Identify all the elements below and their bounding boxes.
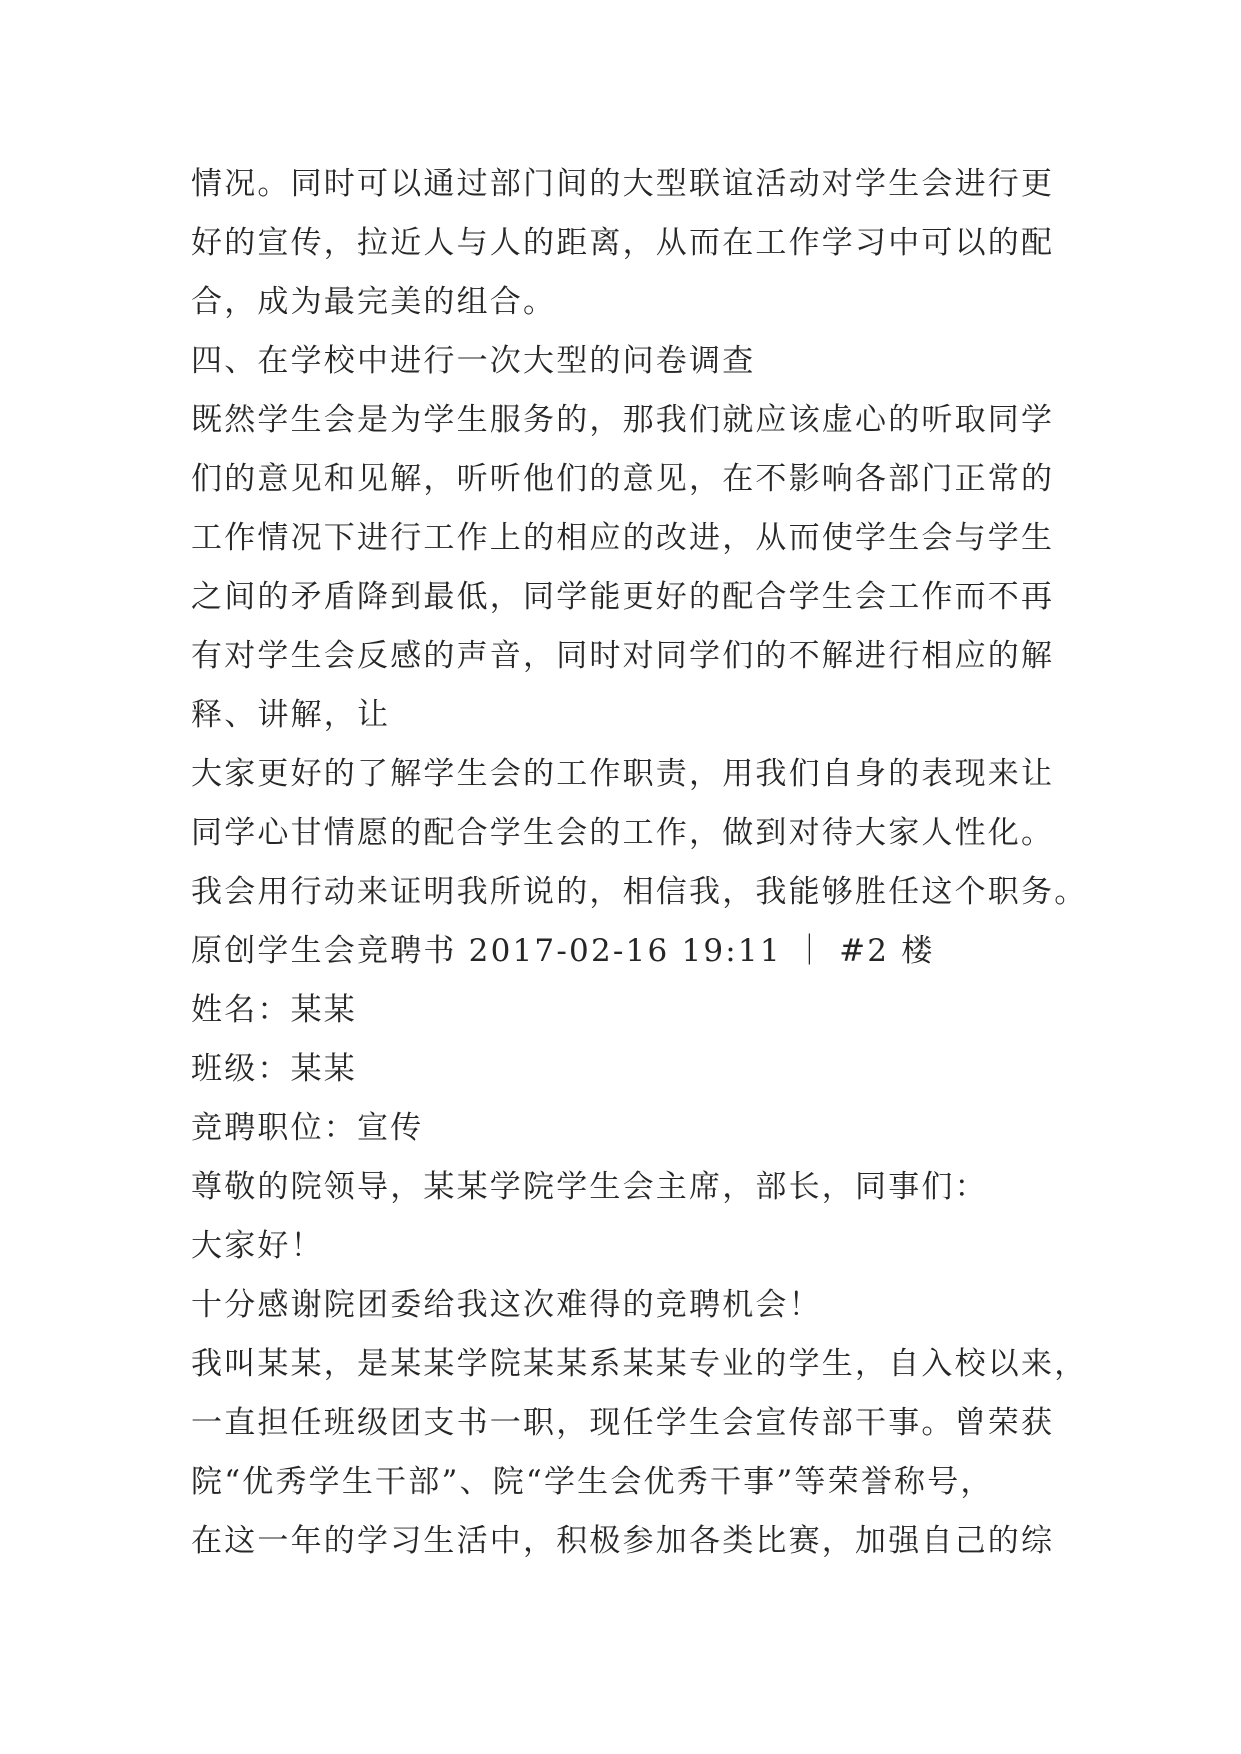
name-line: 姓名：某某	[191, 992, 357, 1028]
text-line: 十分感谢院团委给我这次难得的竞聘机会！	[191, 1287, 822, 1323]
document-body	[191, 155, 1088, 1571]
text-line: 同学心甘情愿的配合学生会的工作，做到对待大家人性化。	[191, 815, 1055, 851]
text-line: 合，成为最完美的组合。	[191, 284, 557, 320]
greeting-line: 大家好！	[191, 1228, 324, 1264]
section-heading: 四、在学校中进行一次大型的问卷调查	[191, 343, 756, 379]
text-line: 大家更好的了解学生会的工作职责，用我们自身的表现来让	[191, 756, 1055, 792]
text-line: 工作情况下进行工作上的相应的改进，从而使学生会与学生	[191, 520, 1055, 556]
post-meta-line: 原创学生会竞聘书 2017-02-16 19:11 ｜ #2 楼	[191, 933, 935, 969]
text-line: 既然学生会是为学生服务的，那我们就应该虚心的听取同学	[191, 402, 1055, 438]
text-line: 一直担任班级团支书一职，现任学生会宣传部干事。曾荣获	[191, 1405, 1055, 1441]
text-line: 院“优秀学生干部”、院“学生会优秀干事”等荣誉称号，	[191, 1464, 994, 1500]
text-line: 在这一年的学习生活中，积极参加各类比赛，加强自己的综	[191, 1523, 1055, 1559]
class-line: 班级：某某	[191, 1051, 357, 1087]
text-line: 好的宣传，拉近人与人的距离，从而在工作学习中可以的配	[191, 225, 1055, 261]
text-line: 我会用行动来证明我所说的，相信我，我能够胜任这个职务。	[191, 874, 1088, 910]
text-line: 们的意见和见解，听听他们的意见，在不影响各部门正常的	[191, 461, 1055, 497]
salutation-line: 尊敬的院领导，某某学院学生会主席，部长，同事们：	[191, 1169, 988, 1205]
text-line: 情况。同时可以通过部门间的大型联谊活动对学生会进行更	[191, 166, 1055, 202]
position-line: 竞聘职位：宣传	[191, 1110, 424, 1146]
text-line: 释、讲解，让	[191, 697, 391, 733]
text-line: 我叫某某，是某某学院某某系某某专业的学生，自入校以来，	[191, 1346, 1088, 1382]
text-line: 之间的矛盾降到最低，同学能更好的配合学生会工作而不再	[191, 579, 1055, 615]
text-line: 有对学生会反感的声音，同时对同学们的不解进行相应的解	[191, 638, 1055, 674]
